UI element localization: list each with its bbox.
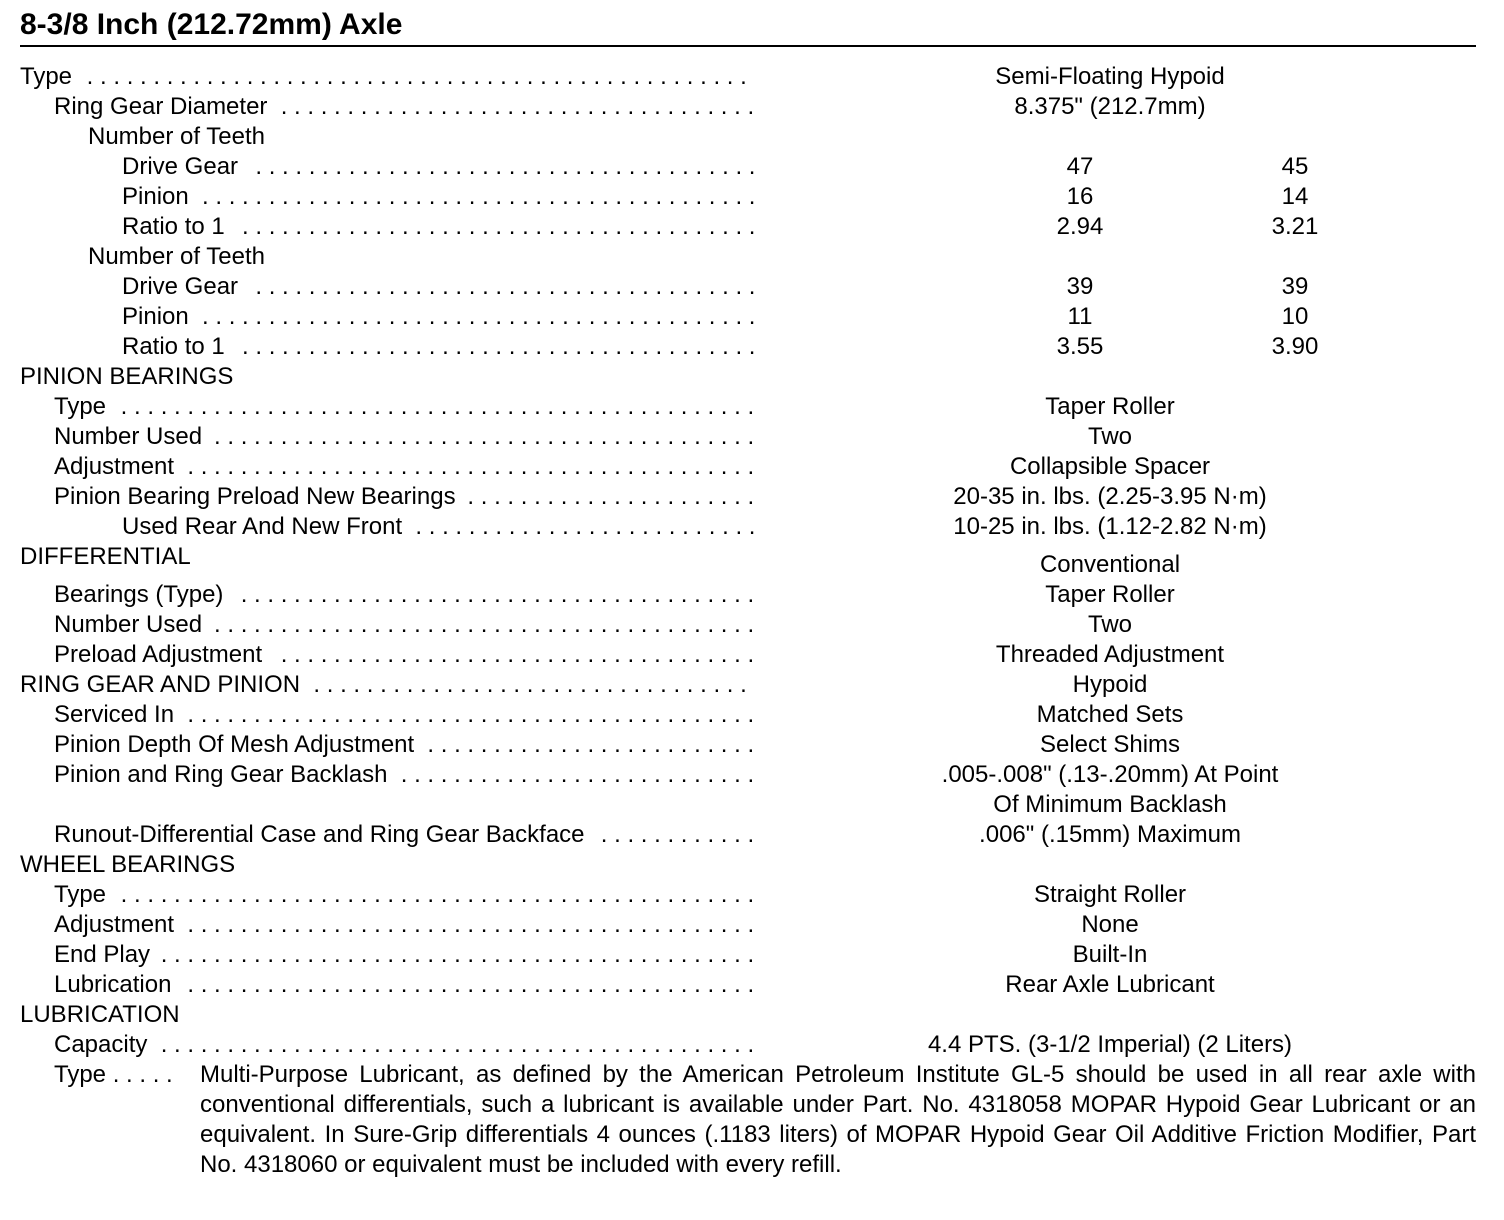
spec-row <box>20 542 1480 580</box>
spec-label-text: Type <box>20 63 82 90</box>
spec-value: Matched Sets <box>1036 701 1184 728</box>
spec-row <box>20 452 1480 482</box>
spec-value: Of Minimum Backlash <box>993 791 1227 818</box>
spec-row <box>20 820 1480 850</box>
spec-label <box>54 610 755 640</box>
note-text: Multi-Purpose Lubricant, as defined by the American Petroleum Institute GL-5 should be used in all rear axle with conventional differentials, such a lubricant is available under Part. No. 4318058 MOPAR Hypoid Gear Lubricant or an equivalent. In Sure-Grip differentials 4 ounces (.1183 liters) of MOPAR Hypoid Gear Oil Additive Friction Modifier, Part No. 4318060 or equivalent must be included with every refill. <box>200 1061 1476 1178</box>
spec-label-text: Pinion Depth Of Mesh Adjustment <box>54 731 424 758</box>
spec-value: Collapsible Spacer <box>1009 453 1211 480</box>
page-title: 8-3/8 Inch (212.72mm) Axle <box>20 8 403 41</box>
spec-label-text: Drive Gear <box>122 153 248 180</box>
spec-label <box>54 970 755 1000</box>
spec-label <box>54 730 755 760</box>
spec-value-col1: 3.55 <box>1056 333 1104 360</box>
spec-label-text: Bearings (Type) <box>54 581 233 608</box>
spec-value-col1: 11 <box>1067 303 1093 330</box>
spec-value: Straight Roller <box>1033 881 1187 908</box>
spec-label-text: Adjustment <box>54 453 184 480</box>
spec-value: 10-25 in. lbs. (1.12-2.82 N·m) <box>953 513 1267 540</box>
spec-label <box>54 392 755 422</box>
spec-row <box>20 512 1480 542</box>
spec-table <box>20 62 1480 1060</box>
spec-label-text: End Play <box>54 941 160 968</box>
spec-row <box>20 332 1480 362</box>
spec-row <box>20 700 1480 730</box>
spec-label-text: Preload Adjustment <box>54 641 272 668</box>
spec-value: 20-35 in. lbs. (2.25-3.95 N·m) <box>953 483 1267 510</box>
spec-label <box>54 940 755 970</box>
spec-row <box>20 730 1480 760</box>
spec-value: Built-In <box>1072 941 1148 968</box>
spec-value-col2: 45 <box>1281 153 1309 180</box>
spec-value: Select Shims <box>1039 731 1181 758</box>
spec-value-col2: 14 <box>1281 183 1309 210</box>
spec-value-col1: 16 <box>1066 183 1094 210</box>
spec-label-text: Pinion <box>122 183 199 210</box>
spec-label-text: Drive Gear <box>122 273 248 300</box>
spec-row <box>20 670 1480 700</box>
note-label: Type . . . . . <box>54 1061 173 1088</box>
spec-row <box>20 122 1480 152</box>
spec-label-text: Number Used <box>54 423 212 450</box>
spec-label <box>88 122 755 152</box>
spec-label <box>54 640 755 670</box>
spec-label-text: Ratio to 1 <box>122 333 235 360</box>
spec-label-text: Runout-Differential Case and Ring Gear Backface <box>54 821 595 848</box>
spec-label <box>20 362 755 392</box>
spec-row <box>20 62 1480 92</box>
spec-label <box>54 700 755 730</box>
spec-value: Semi-Floating Hypoid <box>995 63 1225 90</box>
spec-value: Threaded Adjustment <box>995 641 1225 668</box>
spec-row <box>20 212 1480 242</box>
spec-label-text: Serviced In <box>54 701 184 728</box>
spec-value: Taper Roller <box>1045 581 1175 608</box>
spec-row <box>20 362 1480 392</box>
spec-label <box>20 542 755 572</box>
spec-label <box>54 790 755 820</box>
spec-label-text: Lubrication <box>54 971 181 998</box>
spec-value: 8.375" (212.7mm) <box>1014 93 1206 120</box>
spec-row <box>20 910 1480 940</box>
spec-row <box>20 272 1480 302</box>
spec-value: Hypoid <box>1072 671 1148 698</box>
spec-label <box>20 62 755 92</box>
spec-label-text: Pinion <box>122 303 199 330</box>
spec-value: Conventional <box>1039 551 1181 578</box>
spec-row <box>20 1000 1480 1030</box>
title-rule <box>20 45 1476 47</box>
spec-value-col2: 3.90 <box>1271 333 1319 360</box>
spec-row <box>20 422 1480 452</box>
spec-label-text: Capacity <box>54 1031 157 1058</box>
spec-row <box>20 970 1480 1000</box>
spec-label <box>122 152 755 182</box>
spec-label-text: Pinion Bearing Preload New Bearings <box>54 483 466 510</box>
spec-label <box>122 332 755 362</box>
spec-value-col1: 39 <box>1066 273 1094 300</box>
spec-label <box>54 92 755 122</box>
spec-value: .005-.008" (.13-.20mm) At Point <box>941 761 1279 788</box>
spec-label <box>122 512 755 542</box>
spec-label <box>20 850 755 880</box>
spec-row <box>20 482 1480 512</box>
spec-value-col2: 39 <box>1281 273 1309 300</box>
spec-row <box>20 880 1480 910</box>
spec-row <box>20 940 1480 970</box>
spec-label <box>54 1030 755 1060</box>
spec-label <box>122 272 755 302</box>
spec-label-text: Ratio to 1 <box>122 213 235 240</box>
spec-label <box>54 910 755 940</box>
spec-label <box>20 670 755 700</box>
spec-label-text: PINION BEARINGS <box>20 363 243 390</box>
spec-row <box>20 182 1480 212</box>
spec-value: Taper Roller <box>1045 393 1175 420</box>
spec-label-text: Type <box>54 393 116 420</box>
spec-value: 4.4 PTS. (3-1/2 Imperial) (2 Liters) <box>927 1031 1293 1058</box>
spec-label-text: Number of Teeth <box>88 243 275 270</box>
spec-row <box>20 242 1480 272</box>
spec-label-text: Pinion and Ring Gear Backlash <box>54 761 398 788</box>
spec-row <box>20 392 1480 422</box>
spec-row <box>20 152 1480 182</box>
spec-label-text: Used Rear And New Front <box>122 513 412 540</box>
spec-label <box>54 452 755 482</box>
spec-label-text: RING GEAR AND PINION <box>20 671 310 698</box>
spec-row <box>20 640 1480 670</box>
spec-value-col1: 2.94 <box>1056 213 1104 240</box>
spec-label <box>122 302 755 332</box>
spec-label <box>54 580 755 610</box>
spec-value: Two <box>1087 611 1132 638</box>
spec-label <box>54 820 755 850</box>
spec-value-col1: 47 <box>1066 153 1094 180</box>
spec-label-text: Ring Gear Diameter <box>54 93 277 120</box>
spec-row <box>20 850 1480 880</box>
spec-row <box>20 610 1480 640</box>
spec-row <box>20 580 1480 610</box>
spec-value-col2: 10 <box>1281 303 1309 330</box>
spec-label-text: Number of Teeth <box>88 123 275 150</box>
spec-value: .006" (.15mm) Maximum <box>979 821 1241 848</box>
spec-value: Rear Axle Lubricant <box>1005 971 1215 998</box>
spec-label-text: Type <box>54 881 116 908</box>
spec-label <box>54 880 755 910</box>
spec-label <box>20 1000 755 1030</box>
spec-label-text: DIFFERENTIAL <box>20 543 201 570</box>
spec-value-col2: 3.21 <box>1271 213 1319 240</box>
spec-label <box>54 482 755 512</box>
spec-label-text <box>54 791 64 818</box>
spec-label <box>54 760 755 790</box>
spec-label-text: Number Used <box>54 611 212 638</box>
spec-label <box>122 182 755 212</box>
spec-label <box>88 242 755 272</box>
spec-label <box>122 212 755 242</box>
spec-label-text: LUBRICATION <box>20 1001 190 1028</box>
spec-label <box>54 422 755 452</box>
spec-row <box>20 790 1480 820</box>
spec-value: Two <box>1087 423 1132 450</box>
spec-row <box>20 92 1480 122</box>
spec-label-text: Adjustment <box>54 911 184 938</box>
spec-value: None <box>1081 911 1139 938</box>
spec-row <box>20 1030 1480 1060</box>
spec-row <box>20 302 1480 332</box>
spec-row <box>20 760 1480 790</box>
spec-label-text: WHEEL BEARINGS <box>20 851 245 878</box>
